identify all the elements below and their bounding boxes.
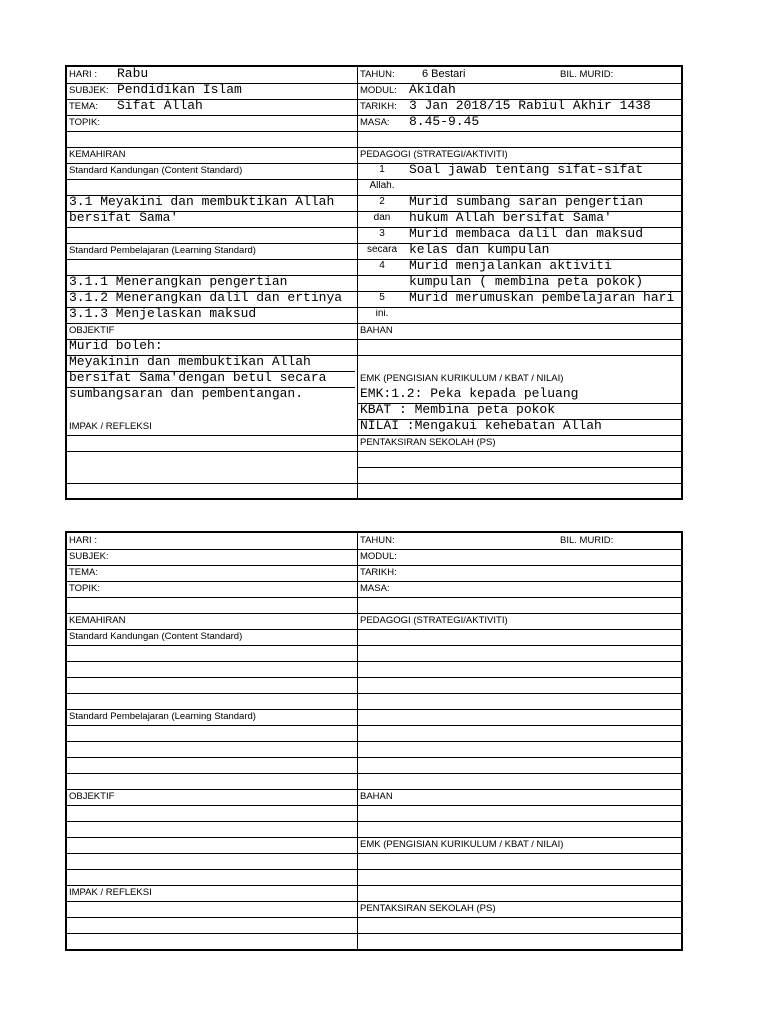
row-divider [67, 757, 681, 758]
pedagogi-text: hukum Allah bersifat Sama' [409, 211, 612, 224]
row-divider [67, 323, 681, 324]
row-divider [67, 917, 681, 918]
lesson-plan-form-blank [65, 531, 683, 951]
row-divider [67, 565, 681, 566]
pedagogi-num: secara [366, 245, 397, 255]
tarikh-label: TARIKH: [360, 102, 397, 112]
masa-value: 8.45-9.45 [409, 115, 480, 128]
row-divider [67, 741, 681, 742]
bahan-label: BAHAN [360, 792, 393, 802]
emk-line-1: EMK:1.2: Peka kepada peluang [360, 387, 579, 400]
standard-kandungan-label: Standard Kandungan (Content Standard) [69, 632, 243, 642]
row-divider [67, 131, 681, 132]
bil-murid-label: BIL. MURID: [560, 536, 614, 546]
tema-label: TEMA: [69, 102, 99, 112]
row-divider [67, 805, 681, 806]
row-divider [67, 789, 681, 790]
objektif-label: OBJEKTIF [69, 792, 115, 802]
emk-label: EMK (PENGISIAN KURIKULUM / KBAT / NILAI) [360, 374, 564, 384]
tema-value: Sifat Allah [117, 99, 203, 112]
row-divider [67, 147, 681, 148]
kandungan-line-1: 3.1 Meyakini dan membuktikan Allah [69, 195, 335, 208]
row-divider [67, 853, 681, 854]
row-divider [67, 451, 681, 452]
row-divider [67, 581, 681, 582]
pembelajaran-line-3: 3.1.3 Menjelaskan maksud [69, 307, 257, 320]
pedagogi-text: kelas dan kumpulan [409, 243, 550, 256]
row-divider [357, 467, 681, 468]
tahun-label: TAHUN: [360, 70, 395, 80]
row-divider [67, 725, 681, 726]
emk-label: EMK (PENGISIAN KURIKULUM / KBAT / NILAI) [360, 840, 564, 850]
pedagogi-num: dan [373, 213, 391, 223]
emk-line-3: NILAI :Mengakui kehebatan Allah [360, 419, 602, 432]
row-divider [67, 869, 681, 870]
pedagogi-num: 5 [379, 293, 385, 303]
tarikh-value: 3 Jan 2018/15 Rabiul Akhir 1438 [409, 99, 651, 112]
bil-murid-label: BIL. MURID: [560, 70, 614, 80]
tahun-label: TAHUN: [360, 536, 395, 546]
lesson-plan-form-filled [65, 65, 683, 500]
pedagogi-num: ini. [375, 309, 389, 319]
row-divider [67, 179, 681, 180]
row-divider [67, 549, 681, 550]
row-divider [67, 773, 681, 774]
modul-value: Akidah [409, 83, 456, 96]
row-divider [67, 483, 681, 484]
row-divider [67, 677, 681, 678]
row-divider [67, 885, 681, 886]
objektif-line-4: sumbangsaran dan pembentangan. [69, 387, 304, 400]
bahan-label: BAHAN [360, 326, 393, 336]
row-divider [67, 693, 681, 694]
pedagogi-num: 4 [379, 261, 385, 271]
pembelajaran-line-1: 3.1.1 Menerangkan pengertian [69, 275, 288, 288]
pedagogi-num: 1 [379, 165, 385, 175]
row-divider [67, 821, 681, 822]
subjek-value: Pendidikan Islam [117, 83, 242, 96]
kemahiran-label: KEMAHIRAN [69, 616, 126, 626]
tarikh-label: TARIKH: [360, 568, 397, 578]
hari-value: Rabu [117, 67, 149, 80]
pedagogi-text: kumpulan ( membina peta pokok) [409, 275, 644, 288]
pedagogi-label: PEDAGOGI (STRATEGI/AKTIVITI) [360, 616, 508, 626]
pedagogi-text: Murid sumbang saran pengertian [409, 195, 644, 208]
row-divider [67, 613, 681, 614]
row-divider [67, 645, 681, 646]
objektif-label: OBJEKTIF [69, 326, 115, 336]
pedagogi-text: Murid membaca dalil dan maksud [409, 227, 644, 240]
modul-label: MODUL: [360, 86, 397, 96]
topik-label: TOPIK: [69, 584, 100, 594]
standard-kandungan-label: Standard Kandungan (Content Standard) [69, 166, 243, 176]
kandungan-line-2: bersifat Sama' [69, 211, 179, 224]
modul-label: MODUL: [360, 552, 397, 562]
row-divider [67, 901, 681, 902]
pedagogi-label: PEDAGOGI (STRATEGI/AKTIVITI) [360, 150, 508, 160]
pembelajaran-line-2: 3.1.2 Menerangkan dalil dan ertinya [69, 291, 343, 304]
subjek-label: SUBJEK: [69, 86, 109, 96]
kemahiran-label: KEMAHIRAN [69, 150, 126, 160]
pentaksiran-label: PENTAKSIRAN SEKOLAH (PS) [360, 904, 496, 914]
pedagogi-text: Murid merumuskan pembelajaran hari [409, 291, 675, 304]
row-divider [67, 115, 681, 116]
pentaksiran-label: PENTAKSIRAN SEKOLAH (PS) [360, 438, 496, 448]
tema-label: TEMA: [69, 568, 99, 578]
hari-label: HARI : [69, 70, 97, 80]
pedagogi-num: 2 [379, 197, 385, 207]
row-divider [67, 933, 681, 934]
objektif-line-2: Meyakinin dan membuktikan Allah [69, 355, 311, 368]
standard-pembelajaran-label: Standard Pembelajaran (Learning Standard) [69, 246, 256, 256]
emk-line-2: KBAT : Membina peta pokok [360, 403, 556, 416]
pedagogi-num: 3 [379, 229, 385, 239]
tahun-value: 6 Bestari [422, 69, 466, 80]
subjek-label: SUBJEK: [69, 552, 109, 562]
row-divider [67, 661, 681, 662]
row-divider [67, 435, 681, 436]
masa-label: MASA: [360, 118, 390, 128]
pedagogi-text: Murid menjalankan aktiviti [409, 259, 612, 272]
row-divider [67, 629, 681, 630]
row-divider [67, 837, 681, 838]
row-divider [67, 597, 681, 598]
objektif-line-1: Murid boleh: [69, 339, 163, 352]
standard-pembelajaran-label: Standard Pembelajaran (Learning Standard) [69, 712, 256, 722]
masa-label: MASA: [360, 584, 390, 594]
hari-label: HARI : [69, 536, 97, 546]
topik-label: TOPIK: [69, 118, 100, 128]
pedagogi-num: Allah. [369, 181, 395, 191]
objektif-line-3: bersifat Sama'dengan betul secara [69, 371, 327, 384]
row-divider [67, 709, 681, 710]
row-divider [67, 243, 681, 244]
impak-label: IMPAK / REFLEKSI [69, 888, 152, 898]
pedagogi-text: Soal jawab tentang sifat-sifat [409, 163, 644, 176]
impak-label: IMPAK / REFLEKSI [69, 422, 152, 432]
